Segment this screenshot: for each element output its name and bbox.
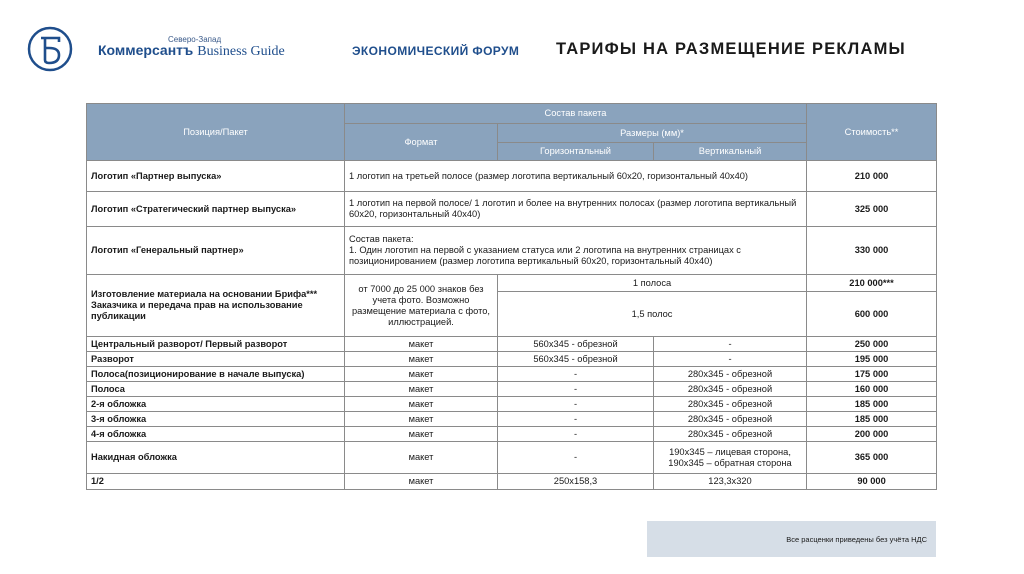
row-vertical-line2: 190х345 – обратная сторона: [668, 457, 792, 468]
row-position: Центральный разворот/ Первый разворот: [87, 337, 345, 352]
page-title: ТАРИФЫ НА РАЗМЕЩЕНИЕ РЕКЛАМЫ: [556, 40, 906, 58]
row-cost: 250 000: [807, 337, 937, 352]
row-cost: 185 000: [807, 397, 937, 412]
row-position: Изготовление материала на основании Брифа*** Заказчика и передача прав на использование публикации: [87, 275, 345, 337]
header-cost: Стоимость**: [807, 104, 937, 161]
table-row: [87, 337, 937, 352]
kommersant-logo-icon: [27, 26, 73, 72]
row-position: 1/2: [87, 474, 345, 490]
vat-note-text: Все расценки приведены без учёта НДС: [786, 535, 927, 544]
header-horizontal: Горизонтальный: [498, 143, 654, 161]
row-position: 2-я обложка: [87, 397, 345, 412]
table-row: [87, 412, 937, 427]
vat-note: [647, 521, 936, 557]
row-vertical-line1: 190х345 – лицевая сторона,: [669, 446, 791, 457]
row-description-line2: 1. Один логотип на первой с указанием статуса или 2 логотипа на внутренних страницах с позиционированием (размер логотипа вертикальный 60х20, горизонтальный 40х40): [349, 245, 741, 266]
row-horizontal: -: [498, 427, 654, 442]
row-position: Накидная обложка: [87, 442, 345, 474]
brand-name-text: Коммерсантъ: [98, 42, 194, 58]
brand-name: [98, 42, 285, 60]
row-format: макет: [345, 352, 498, 367]
brand-suffix: Business Guide: [197, 44, 285, 59]
header-format: Формат: [345, 124, 498, 161]
row-format: макет: [345, 382, 498, 397]
forum-title: ЭКОНОМИЧЕСКИЙ ФОРУМ: [352, 44, 520, 58]
row-position: Логотип «Стратегический партнер выпуска»: [87, 192, 345, 227]
row-vertical: -: [654, 337, 807, 352]
row-vertical: 280х345 - обрезной: [654, 427, 807, 442]
row-horizontal: -: [498, 397, 654, 412]
table-row: [87, 382, 937, 397]
table-row: [87, 161, 937, 192]
row-horizontal: -: [498, 412, 654, 427]
row-format: макет: [345, 397, 498, 412]
row-cost: 210 000***: [807, 275, 937, 292]
row-cost: 200 000: [807, 427, 937, 442]
table-row: [87, 275, 937, 292]
row-horizontal: -: [498, 442, 654, 474]
page-header: [0, 0, 1024, 95]
table-row: [87, 442, 937, 474]
row-format: макет: [345, 337, 498, 352]
row-vertical: 280х345 - обрезной: [654, 412, 807, 427]
table-row: [87, 474, 937, 490]
row-format: макет: [345, 427, 498, 442]
row-option-label: 1 полоса: [498, 275, 807, 292]
table-row: [87, 397, 937, 412]
header-sizes: Размеры (мм)*: [498, 124, 807, 143]
row-vertical: 280х345 - обрезной: [654, 397, 807, 412]
row-vertical: 280х345 - обрезной: [654, 382, 807, 397]
row-cost: 175 000: [807, 367, 937, 382]
row-position: Логотип «Генеральный партнер»: [87, 227, 345, 275]
row-vertical: [654, 442, 807, 474]
row-format: макет: [345, 474, 498, 490]
header-position: Позиция/Пакет: [87, 104, 345, 161]
row-cost: 185 000: [807, 412, 937, 427]
row-position: 3-я обложка: [87, 412, 345, 427]
row-vertical: 123,3х320: [654, 474, 807, 490]
row-format: макет: [345, 367, 498, 382]
table-row: [87, 227, 937, 275]
row-horizontal: -: [498, 367, 654, 382]
row-option-label: 1,5 полос: [498, 292, 807, 337]
row-horizontal: -: [498, 382, 654, 397]
row-position: Полоса(позиционирование в начале выпуска): [87, 367, 345, 382]
row-description: [345, 227, 807, 275]
header-package: Состав пакета: [345, 104, 807, 124]
row-vertical: -: [654, 352, 807, 367]
row-cost: 90 000: [807, 474, 937, 490]
row-cost: 330 000: [807, 227, 937, 275]
table-row: [87, 367, 937, 382]
table-row: [87, 352, 937, 367]
row-format: от 7000 до 25 000 знаков без учета фото. Возможно размещение материала с фото, иллюстрацией.: [345, 275, 498, 337]
row-vertical: 280х345 - обрезной: [654, 367, 807, 382]
header-vertical: Вертикальный: [654, 143, 807, 161]
table-row: [87, 427, 937, 442]
table-row: [87, 192, 937, 227]
row-description: 1 логотип на первой полосе/ 1 логотип и более на внутренних полосах (размер логотипа вертикальный 60х20, горизонтальный 40х40): [345, 192, 807, 227]
row-horizontal: 250х158,3: [498, 474, 654, 490]
row-format: макет: [345, 442, 498, 474]
logo-subtitle: Северо-Запад: [168, 35, 222, 44]
row-position: Полоса: [87, 382, 345, 397]
row-description-line1: Состав пакета:: [349, 234, 414, 244]
price-table: [86, 103, 937, 490]
row-cost: 600 000: [807, 292, 937, 337]
row-format: макет: [345, 412, 498, 427]
row-horizontal: 560х345 - обрезной: [498, 352, 654, 367]
row-position: Разворот: [87, 352, 345, 367]
row-cost: 160 000: [807, 382, 937, 397]
row-cost: 195 000: [807, 352, 937, 367]
row-cost: 210 000: [807, 161, 937, 192]
row-cost: 365 000: [807, 442, 937, 474]
row-horizontal: 560х345 - обрезной: [498, 337, 654, 352]
row-cost: 325 000: [807, 192, 937, 227]
row-description: 1 логотип на третьей полосе (размер логотипа вертикальный 60х20, горизонтальный 40х40): [345, 161, 807, 192]
row-position: Логотип «Партнер выпуска»: [87, 161, 345, 192]
row-position: 4-я обложка: [87, 427, 345, 442]
